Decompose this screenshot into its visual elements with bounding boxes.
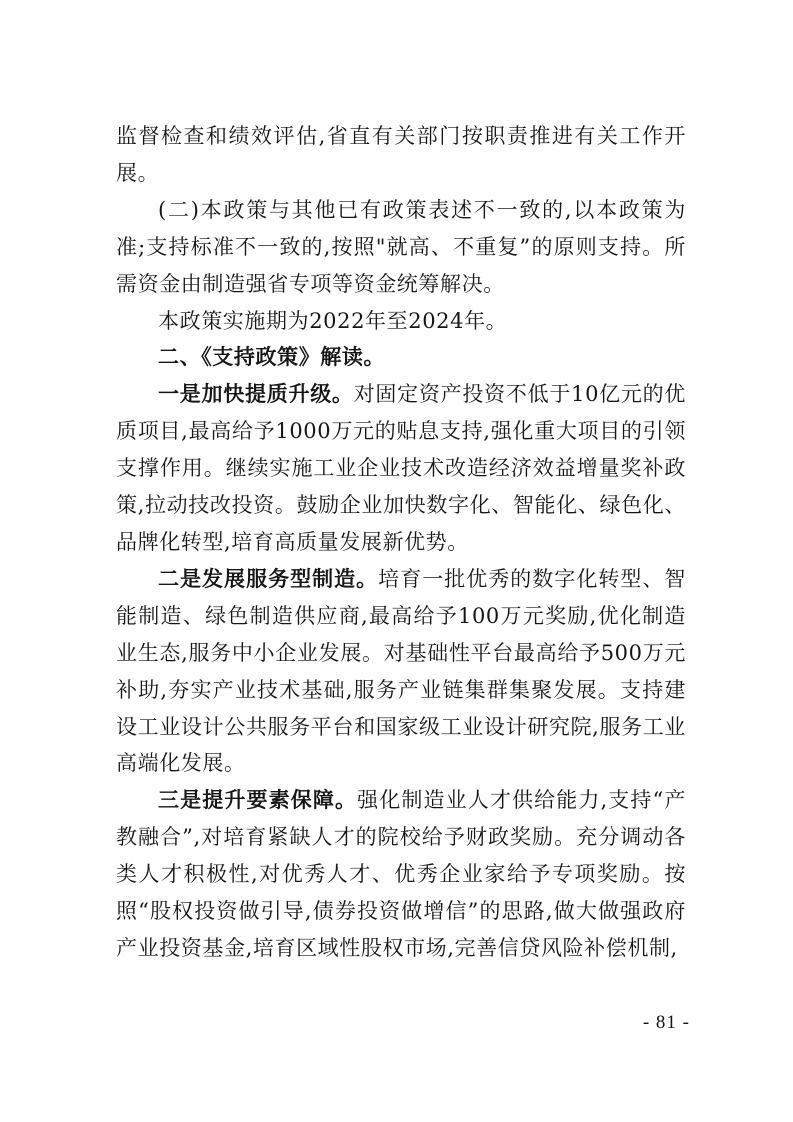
page-number: - 81 -	[642, 1012, 690, 1033]
paragraph-6	[116, 561, 686, 782]
paragraph-text: 强化制造业人才供给能力,支持“产教融合”,对培育紧缺人才的院校给予财政奖励。充分调动各类人才积极性,对优秀人才、优秀企业家给予专项奖励。按照“股权投资做引导,债券投资做增信”的思路,做大做强政府产业投资基金,培育区域性股权市场,完善信贷风险补偿机制,	[116, 788, 686, 960]
paragraph-2	[116, 192, 686, 303]
paragraph-7	[116, 782, 686, 967]
paragraph-lead: 二、《支持政策》解读。	[158, 344, 386, 370]
paragraph-lead: 三是提升要素保障。	[158, 787, 358, 813]
paragraph-text: (二)本政策与其他已有政策表述不一致的,以本政策为准;支持标准不一致的,按照"就高、不重复”的原则支持。所需资金由制造强省专项等资金统筹解决。	[116, 197, 686, 296]
paragraph-lead: 二是发展服务型制造。	[158, 565, 379, 591]
body-text	[116, 118, 686, 967]
paragraph-lead: 一是加快提质升级。	[158, 381, 354, 407]
paragraph-text: 监督检查和绩效评估,省直有关部门按职责推进有关工作开展。	[116, 124, 686, 185]
paragraph-text: 培育一批优秀的数字化转型、智能制造、绿色制造供应商,最高给予100万元奖励,优化制造业生态,服务中小企业发展。对基础性平台最高给予500万元补助,夯实产业技术基础,服务产业链集群集聚发展。支持建设工业设计公共服务平台和国家级工业设计研究院,服务工业高端化发展。	[116, 566, 686, 776]
paragraph-text: 本政策实施期为2022年至2024年。	[158, 308, 508, 333]
section-heading	[116, 339, 686, 376]
paragraph-1	[116, 118, 686, 192]
paragraph-5	[116, 376, 686, 561]
paragraph-text: 对固定资产投资不低于10亿元的优质项目,最高给予1000万元的贴息支持,强化重大项目的引领支撑作用。继续实施工业企业技术改造经济效益增量奖补政策,拉动技改投资。鼓励企业加快数字化、智能化、绿色化、品牌化转型,培育高质量发展新优势。	[116, 382, 686, 554]
paragraph-3	[116, 303, 686, 340]
